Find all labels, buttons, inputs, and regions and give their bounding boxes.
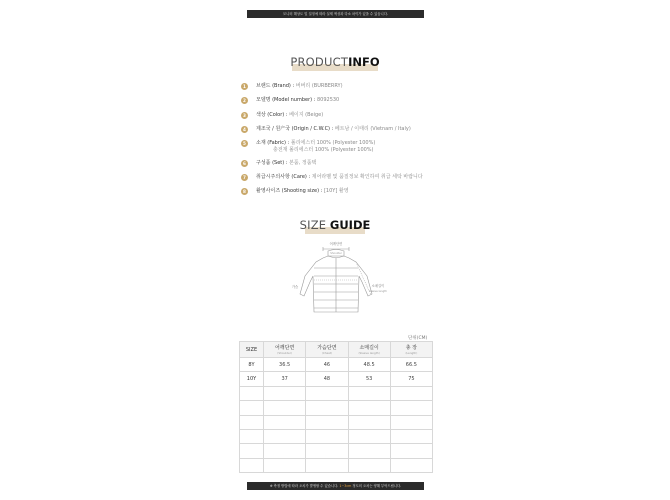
bottom-notice-text-end: 정도의 오차는 양해 부탁드립니다. [351,484,402,488]
shoulder-en-label: Shoulder [330,252,342,255]
color-value: 베이지 (Beige) [289,112,324,118]
origin-value: 베트남 / 이태리 (Vietnam / Italy) [334,126,411,132]
chest-cell: 46 [306,358,348,372]
model-label: 모델명 (Model number) : [256,97,316,103]
length-cell: 75 [390,372,432,386]
row-number-badge: 6 [241,160,248,167]
empty-row [240,386,433,400]
chest-cell: 48 [306,372,348,386]
jacket-diagram-svg [283,240,388,320]
size-table-header-row [240,342,433,358]
length-cell: 66.5 [390,358,432,372]
row-number-badge: 3 [241,112,248,119]
table-row [240,372,433,386]
row-number-badge: 4 [241,126,248,133]
table-row [240,358,433,372]
shooting-size-label: 촬영사이즈 (Shooting size) : [256,188,323,194]
empty-row [240,429,433,443]
shoulder-cell: 37 [264,372,306,386]
size-title-bold: GUIDE [329,218,371,232]
empty-row [240,458,433,472]
size-guide-title [0,218,670,232]
top-notice-text: 모니터 해상도 및 설정에 따라 실제 색상과 다소 차이가 있을 수 있습니다. [283,12,388,16]
color-label: 색상 (Color) : [256,112,288,118]
header-length: 총 장 (Length) [390,342,432,358]
header-size: SIZE [240,342,264,358]
size-cell: 8Y [240,358,264,372]
product-info-title [0,55,670,69]
row-number-badge: 1 [241,83,248,90]
sleeve-cell: 48.5 [348,358,390,372]
model-value: 8092530 [316,97,340,103]
shooting-size-value: [10Y] 촬영 [323,188,349,194]
row-number-badge: 7 [241,174,248,181]
chest-label: 가슴 [291,285,299,289]
shoulder-cell: 36.5 [264,358,306,372]
sleeve-en-label: Sleeve length [369,290,387,293]
empty-row [240,401,433,415]
sleeve-label: 소매길이 [371,284,385,288]
product-title-light: PRODUCT [290,55,349,69]
empty-row [240,444,433,458]
care-label: 취급시주의사항 (Care) : [256,174,311,180]
origin-label: 제조국 / 원产국 (Origin / C.W.C) : [256,126,334,132]
bottom-notice-highlight: 1~3cm [339,484,352,488]
fabric-value: 폴리에스터 100% (Polyester 100%) [290,140,376,146]
row-number-badge: 2 [241,97,248,104]
size-cell: 10Y [240,372,264,386]
size-measurement-diagram [283,240,388,320]
top-notice-banner [247,10,424,18]
bottom-notice-banner [247,482,424,490]
care-value: 제어라벨 및 품질정보 확인하여 취급 세탁 바랍니다 [311,174,423,180]
size-title-light: SIZE [299,218,327,232]
product-title-bold: INFO [348,55,380,69]
set-label: 구성품 (Set) : [256,160,288,166]
brand-value: 버버리 (BURBERRY) [295,83,343,89]
sleeve-cell: 53 [348,372,390,386]
row-number-badge: 8 [241,188,248,195]
unit-label: 단위(CM) [408,336,428,341]
bottom-notice-text: ※ 측정 방법에 따라 오차가 발생할 수 있습니다. [269,484,340,488]
set-value: 본품, 정품택 [289,160,317,166]
size-table [239,341,433,473]
fabric-filling-value: 충전재 폴리에스터 100% (Polyester 100%) [273,147,374,153]
row-number-badge: 5 [241,140,248,147]
header-sleeve: 소매길이 (Sleeve length) [348,342,390,358]
header-shoulder: 어깨단면 (Shoulder) [264,342,306,358]
brand-label: 브랜드 (Brand) : [256,83,295,89]
shoulder-label: 어깨단면 [329,242,343,246]
empty-row [240,415,433,429]
fabric-label: 소재 (Fabric) : [256,140,290,146]
header-chest: 가슴단면 (Chest) [306,342,348,358]
